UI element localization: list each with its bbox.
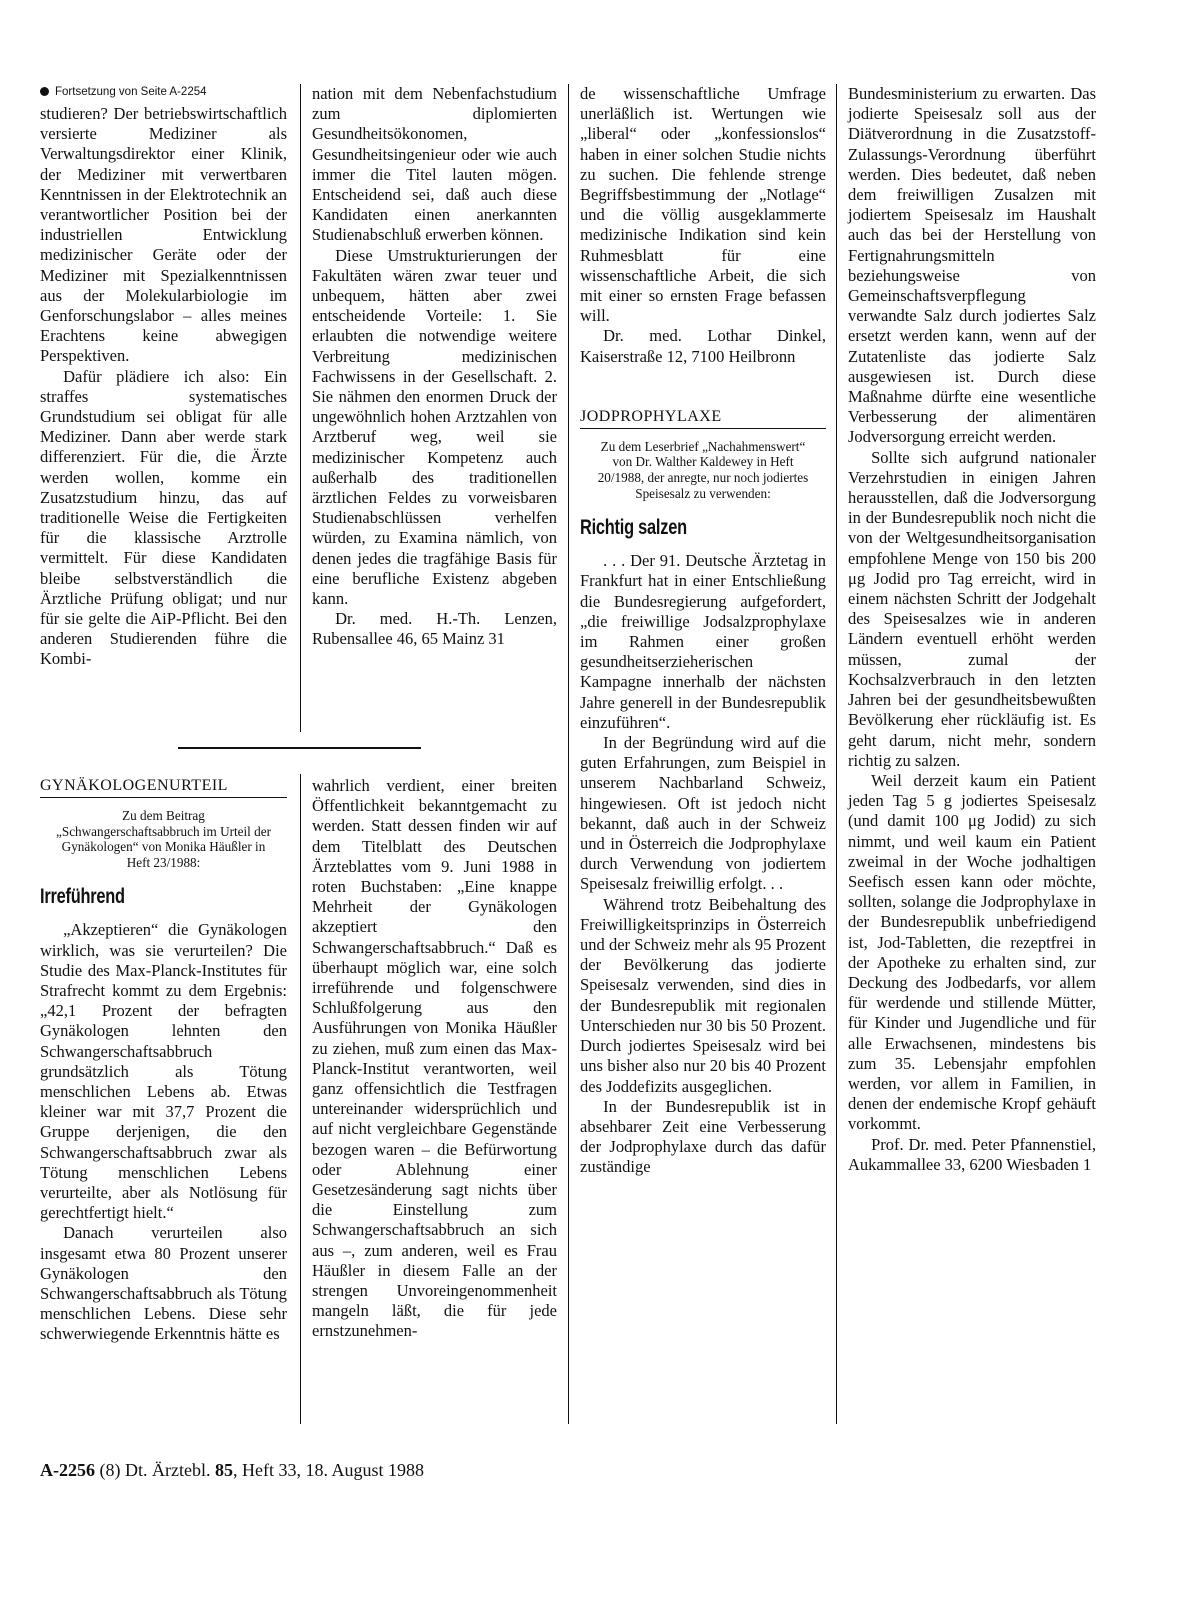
- paragraph: „Akzeptieren“ die Gynäkologen wirklich, was sie verurteilen? Die Studie des Max-Planck-Institutes für Strafrecht kommt zu dem Ergebnis: „42,1 Prozent der befragten Gynäkologen lehnten den Schwangerschaftsabbruch grundsätzlich als Tötung menschlichen Lebens ab. Etwas kleiner war mit 37,7 Prozent die Gruppe derjenigen, die den Schwangerschaftsabbruch zwar als Tötung menschlichen Lebens verurteilte, aber als Notlösung für gerechtfertigt hielt.“: [40, 920, 287, 1223]
- paragraph: Weil derzeit kaum ein Patient jeden Tag 5 g jodiertes Speisesalz (und damit 100 μg Jodid) zu sich nimmt, und weil kaum ein Patient zweimal in der Woche jodhaltigen Seefisch essen kann oder möchte, sollten, solange die Jodprophylaxe in der Bundesrepublik unbefriedigend ist, Jod-Tabletten, die rezeptfrei in der Apotheke zu erhalten sind, zur Deckung des Jodbedarfs, vor allem für werdende und stillende Mütter, für Kinder und Jugendliche und für alle Erwachsenen, mindestens bis zum 35. Lebensjahr empfohlen werden, vor allem in Familien, in denen der endemische Kropf gehäuft vorkommt.: [848, 770, 1096, 1134]
- section-rubric: GYNÄKOLOGENURTEIL: [40, 776, 287, 798]
- column-1-top: [40, 84, 287, 670]
- issue-date: , Heft 33, 18. August 1988: [232, 1460, 424, 1480]
- letter-signature: Prof. Dr. med. Peter Pfannenstiel, Aukammallee 33, 6200 Wiesbaden 1: [848, 1134, 1096, 1174]
- letter-headline: Richtig salzen: [580, 516, 687, 540]
- column-rule: [836, 84, 837, 1424]
- letter-intro: Zu dem Leserbrief „Nachahmenswert“ von Dr. Walther Kaldewey in Heft 20/1988, der anregte, nur noch jodiertes Speisesalz zu verwenden:: [597, 438, 809, 501]
- paragraph: de wissenschaftliche Umfrage unerläßlich ist. Wertungen wie „liberal“ oder „konfessionslos“ haben in einer solchen Studie nichts zu suchen. Die fehlende strenge Begriffsbestimmung der „Notlage“ und die völlig ausgeklammerte medizinische Indikation sind kein Ruhmesblatt für eine wissenschaftliche Arbeit, die sich mit einer so ernsten Frage befassen will.: [580, 84, 826, 326]
- paragraph: Dafür plädiere ich also: Ein straffes systematisches Grundstudium sei obligat für alle Mediziner. Dann aber werde stark differenziert. Für die, die Ärzte werden wollen, komme ein Zusatzstudium hinzu, das auf traditionelle Weise die Fertigkeiten für die klassische Arztrolle vermittelt. Für diese Kandidaten bleibe selbstverständlich die Ärztliche Prüfung obligat; und nur für sie gelte die AiP-Pflicht. Bei den anderen Studierenden führe die Kombi-: [40, 366, 287, 669]
- column-3: [580, 84, 826, 1178]
- letter-intro: Zu dem Beitrag „Schwangerschaftsabbruch im Urteil der Gynäkologen“ von Monika Häußler in Heft 23/1988:: [56, 808, 271, 870]
- bullet-icon: [40, 87, 49, 96]
- continuation-note: Fortsetzung von Seite A-2254: [40, 84, 287, 100]
- paragraph: nation mit dem Nebenfachstudium zum diplomierten Gesundheitsökonomen, Gesundheitsingenieur oder wie auch immer die Titel lauten mögen. Entscheidend sei, daß auch diese Kandidaten einen anerkannten Studienabschluß erwerben können.: [312, 84, 557, 245]
- paragraph: Während trotz Beibehaltung des Freiwilligkeitsprinzips in Österreich und der Schweiz mehr als 95 Prozent der Bevölkerung das jodierte Speisesalz verwenden, sind dies in der Bundesrepublik mit regionalen Unterschieden nur 30 bis 50 Prozent. Durch jodiertes Speisesalz wird bei uns bisher also nur 20 bis 40 Prozent des Joddefizits ausgeglichen.: [580, 894, 826, 1096]
- paragraph: studieren? Der betriebswirtschaftlich versierte Mediziner als Verwaltungsdirektor einer Klinik, der Mediziner mit verwertbaren Kenntnissen in der Elektrotechnik an verantwortlicher Position bei der industriellen Entwicklung medizinischer Geräte oder der Mediziner mit Spezialkenntnissen aus der Molekularbiologie im Genforschungslabor – alles meines Erachtens keine abwegigen Perspektiven.: [40, 104, 287, 366]
- paragraph: Danach verurteilen also insgesamt etwa 80 Prozent unserer Gynäkologen den Schwangerschaftsabbruch als Tötung menschlichen Lebens. Diese sehr schwerwiegende Erkenntnis hätte es: [40, 1223, 287, 1344]
- column-rule: [300, 774, 301, 1424]
- letter-signature: Dr. med. Lothar Dinkel, Kaiserstraße 12, 7100 Heilbronn: [580, 326, 826, 366]
- paragraph: Sollte sich aufgrund nationaler Verzehrstudien in einigen Jahren herausstellen, daß die Jodversorgung in der Bundesrepublik noch nicht die von der Weltgesundheitsorganisation empfohlene Menge von 150 bis 200 μg Jodid pro Tag erreicht, wird in einem nächsten Schritt der Jodgehalt des Speisesalzes wie in anderen Ländern eventuell erhöht werden müssen, zumal der Kochsalzverbrauch in den letzten Jahren bei der gesundheitsbewußten Bevölkerung eher rückläufig ist. Es geht darum, nicht mehr, sondern richtig zu salzen.: [848, 447, 1096, 770]
- column-2-bottom: [312, 776, 557, 1342]
- letter-signature: Dr. med. H.-Th. Lenzen, Rubensallee 46, 65 Mainz 31: [312, 609, 557, 649]
- letter-headline: Irreführend: [40, 885, 125, 909]
- paragraph: Bundesministerium zu erwarten. Das jodierte Speisesalz soll aus der Diätverordnung in die Zusatzstoff-Zulassungs-Verordnung überführt werden. Dies bedeutet, daß neben dem freiwilligen Zusalzen mit jodiertem Speisesalz im Haushalt auch das bei der Herstellung von Fertignahrungsmitteln beziehungsweise von Gemeinschaftsverpflegung verwandte Salz durch jodiertes Salz ersetzt werden kann, wenn auf der Zutatenliste das jodierte Salz ausgewiesen ist. Durch diese Maßnahme dürfte eine wesentliche Verbesserung der alimentären Jodversorgung erreicht werden.: [848, 84, 1096, 447]
- page-footer: [40, 1460, 424, 1481]
- journal-name: (8) Dt. Ärztebl.: [95, 1460, 215, 1480]
- paragraph: . . . Der 91. Deutsche Ärztetag in Frankfurt hat in einer Entschließung die Bundesregierung aufgefordert, „die freiwillige Jodsalzprophylaxe im Rahmen einer großen gesundheitserzieherischen Kampagne innerhalb der nächsten Jahre generell in der Bundesrepublik einzuführen“.: [580, 551, 826, 732]
- paragraph: In der Begründung wird auf die guten Erfahrungen, zum Beispiel in unserem Nachbarland Schweiz, hingewiesen. Oft ist jedoch nicht bekannt, daß auch in der Schweiz und in Österreich die Jodprophylaxe durch Verwendung von jodiertem Speisesalz freiwillig erfolgt. . .: [580, 733, 826, 894]
- paragraph: Diese Umstrukturierungen der Fakultäten wären zwar teuer und unbequem, hätten aber zwei entscheidende Vorteile: 1. Sie erlaubten die notwendige weitere Verbreitung medizinischen Fachwissens in der Gesellschaft. 2. Sie nähmen den enormen Druck der ungewöhnlich hohen Arztzahlen von Arztberuf weg, weil sie medizinischer Kompetenz auch außerhalb des traditionellen ärztlichen Feldes zu vorweisbaren Studienabschlüssen verhelfen würden, zu Examina nämlich, von denen jedes die tragfähige Basis für eine berufliche Existenz abgeben kann.: [312, 245, 557, 609]
- section-rubric: JODPROPHYLAXE: [580, 407, 826, 429]
- paragraph: In der Bundesrepublik ist in absehbarer Zeit eine Verbesserung der Jodprophylaxe durch das dafür zuständige: [580, 1096, 826, 1177]
- column-4: [848, 84, 1096, 1175]
- page-number: A-2256: [40, 1460, 95, 1480]
- column-2-top: [312, 84, 557, 650]
- story-separator: [178, 747, 421, 749]
- column-rule: [300, 84, 301, 732]
- paragraph: wahrlich verdient, einer breiten Öffentlichkeit bekanntgemacht zu werden. Statt dessen finden wir auf dem Titelblatt des Deutschen Ärzteblattes vom 9. Juni 1988 in roten Buchstaben: „Eine knappe Mehrheit der Gynäkologen akzeptiert den Schwangerschaftsabbruch.“ Daß es überhaupt möglich war, eine solch irreführende und folgenschwere Schlußfolgerung aus den Ausführungen von Monika Häußler zu ziehen, muß zum einen das Max-Planck-Institut verantworten, weil ganz offensichtlich die Testfragen untereinander widersprüchlich und auf nicht vergleichbare Gegenstände bezogen waren – die Befürwortung oder Ablehnung einer Gesetzesänderung sagt nichts über die Einstellung zum Schwangerschaftsabbruch an sich aus –, zum anderen, weil es Frau Häußler in diesem Falle an der strengen Unvoreingenommenheit mangeln läßt, die für jede ernstzunehmen-: [312, 776, 557, 1341]
- volume-number: 85: [214, 1460, 233, 1480]
- column-1-bottom: [40, 776, 287, 1345]
- column-rule: [568, 84, 569, 1424]
